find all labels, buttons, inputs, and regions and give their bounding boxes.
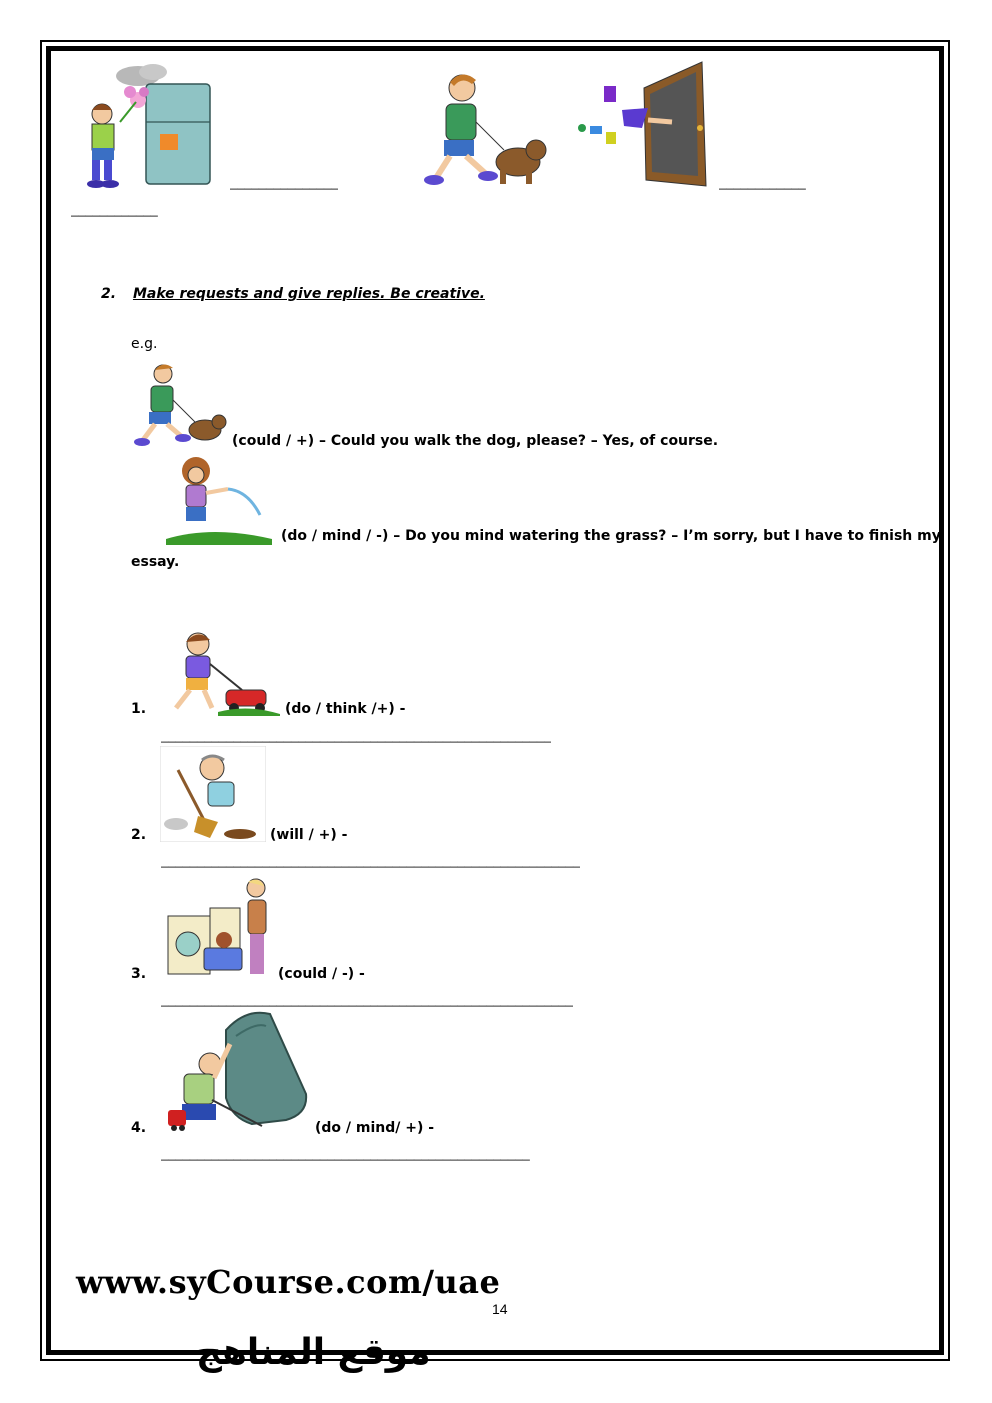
footer-arabic-site-name: موقع المناهج <box>196 1332 431 1373</box>
exercise-4-answer-line[interactable]: ___________________________________________________ <box>161 1146 530 1161</box>
section-2-heading <box>101 286 485 302</box>
example-1-text: (could / +) – Could you walk the dog, please? – Yes, of course. <box>232 433 719 449</box>
exercise-2-answer-line[interactable]: __________________________________________________________ <box>161 853 581 868</box>
footer-url[interactable]: www.syCourse.com/uae <box>76 1263 501 1301</box>
exercise-4-picture <box>166 1008 312 1134</box>
exercise-2-prompt: (will / +) - <box>270 827 348 843</box>
exercise-2-picture <box>160 746 266 842</box>
section-number: 2. <box>101 286 117 302</box>
answer-blank-3[interactable]: ____________ <box>71 202 158 217</box>
example-2-text-line2: essay. <box>131 554 180 570</box>
exercise-3-answer-line[interactable]: _________________________________________________________ <box>161 992 574 1007</box>
example-label: e.g. <box>131 336 158 352</box>
exercise-1-answer-line[interactable]: ______________________________________________________ <box>161 728 552 743</box>
door-clothes-picture <box>576 58 716 190</box>
man-walking-dog-picture <box>420 66 550 190</box>
exercise-3-prompt: (could / -) - <box>278 966 365 982</box>
answer-blank-1[interactable]: _______________ <box>230 175 339 190</box>
exercise-1-prompt: (do / think /+) - <box>285 701 406 717</box>
exercise-4-number: 4. <box>131 1120 147 1136</box>
example-1-picture <box>133 360 229 448</box>
exercise-1-number: 1. <box>131 701 147 717</box>
section-title: Make requests and give replies. Be creative. <box>132 286 485 302</box>
answer-blank-2[interactable]: ____________ <box>719 175 806 190</box>
exercise-3-picture <box>164 876 274 978</box>
boy-fridge-picture <box>78 62 228 190</box>
page-number: 14 <box>492 1301 508 1317</box>
example-2-picture <box>162 455 276 545</box>
example-2-text-line1: (do / mind / -) – Do you mind watering the grass? – I’m sorry, but I have to finish my <box>281 528 941 544</box>
exercise-3-number: 3. <box>131 966 147 982</box>
exercise-4-prompt: (do / mind/ +) - <box>315 1120 435 1136</box>
exercise-2-number: 2. <box>131 827 147 843</box>
exercise-1-picture <box>162 628 280 716</box>
